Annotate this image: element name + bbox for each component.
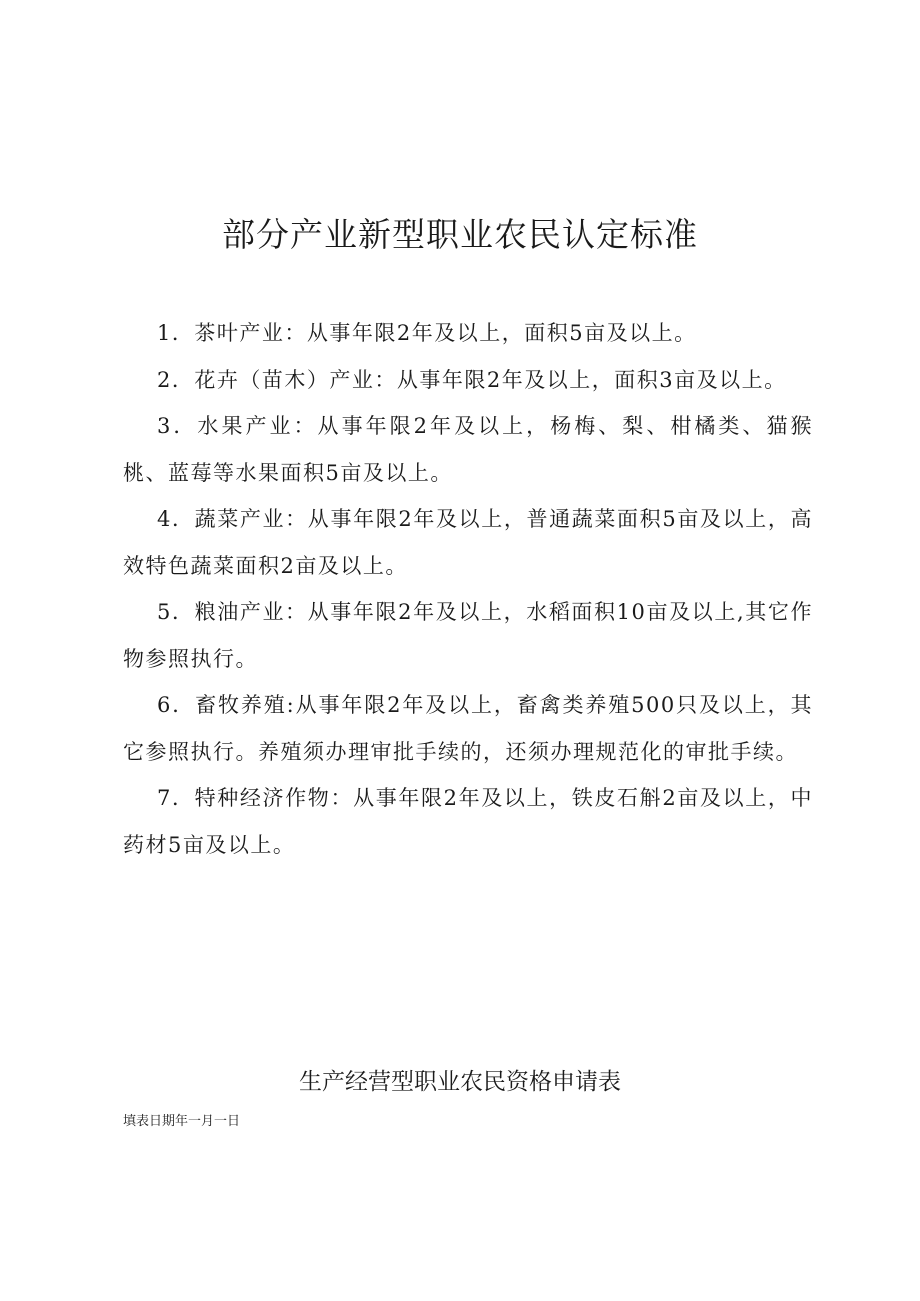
- standard-item-tea: 1．茶叶产业：从事年限2年及以上，面积5亩及以上。: [157, 321, 697, 345]
- standards-list: [123, 310, 813, 868]
- standard-item-livestock: 6．畜牧养殖:从事年限2年及以上，畜禽类养殖500只及以上，其它参照执行。养殖须办理审批手续的，还须办理规范化的审批手续。: [123, 693, 813, 764]
- standard-item-vegetables: 4．蔬菜产业：从事年限2年及以上，普通蔬菜面积5亩及以上，高效特色蔬菜面积2亩及以上。: [123, 507, 813, 578]
- form-title: 生产经营型职业农民资格申请表: [299, 1069, 621, 1095]
- standard-item-fruit: 3．水果产业：从事年限2年及以上，杨梅、梨、柑橘类、猫猴桃、蓝莓等水果面积5亩及以上。: [123, 414, 813, 485]
- fill-date-label: 填表日期年一月一日: [123, 1114, 241, 1129]
- standard-item-special-crops: 7．特种经济作物：从事年限2年及以上，铁皮石斛2亩及以上，中药材5亩及以上。: [123, 786, 813, 857]
- standard-item-grain-oil: 5．粮油产业：从事年限2年及以上，水稻面积10亩及以上,其它作物参照执行。: [123, 600, 813, 671]
- standard-item-flowers: 2．花卉（苗木）产业：从事年限2年及以上，面积3亩及以上。: [157, 367, 787, 392]
- page-title: 部分产业新型职业农民认定标准: [222, 215, 698, 254]
